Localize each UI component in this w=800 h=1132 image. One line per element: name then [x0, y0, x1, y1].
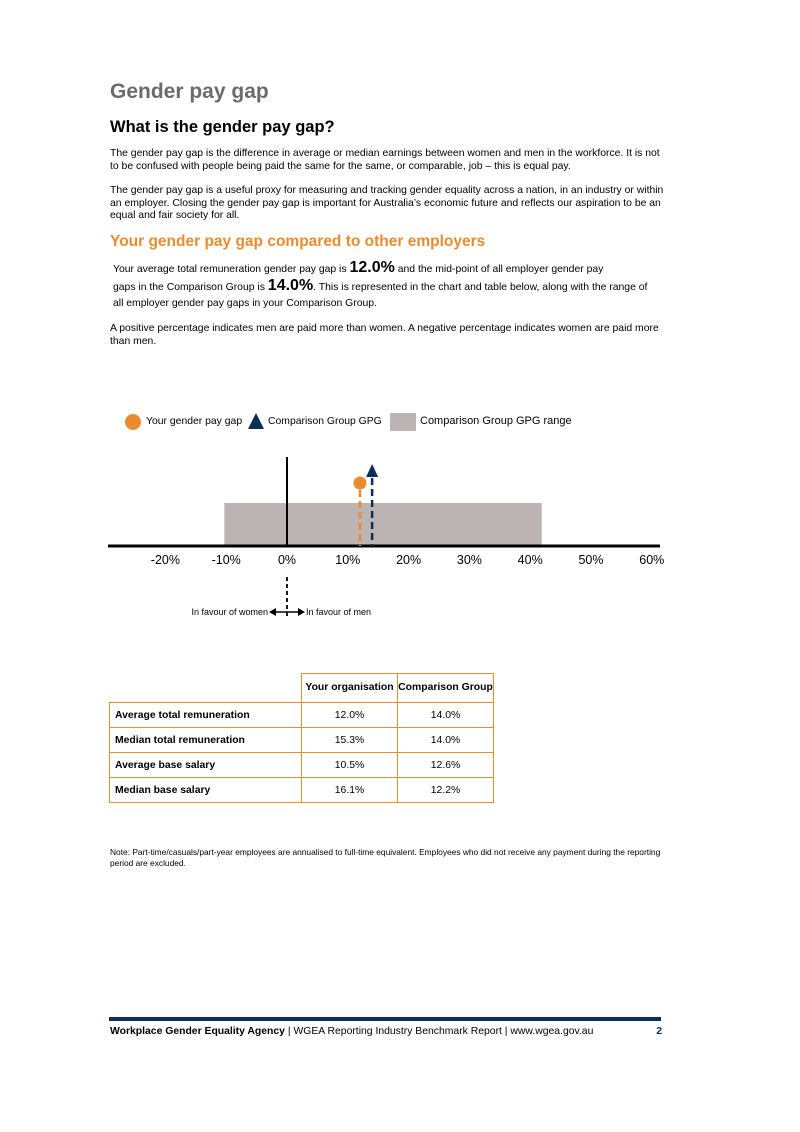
summary-paragraph: [113, 260, 653, 312]
your-gap-value: 12.0%: [349, 259, 395, 276]
intro-paragraph-2: The gender pay gap is a useful proxy for measuring and tracking gender equality across a nation, in an industry or within an employer. Closing the gender pay gap is important for Australia’s economic future and reflects our aspiration to be an equal and fair society for all.: [110, 185, 664, 221]
x-tick-label: 20%: [396, 553, 422, 567]
table-row: [110, 753, 494, 778]
your-value: 10.5%: [302, 753, 398, 778]
your-value: 16.1%: [302, 778, 398, 803]
x-tick-label: 10%: [335, 553, 361, 567]
navy-triangle-icon: [247, 412, 265, 430]
x-tick-labels: [151, 553, 665, 567]
your-value: 12.0%: [302, 703, 398, 728]
table-row: [110, 778, 494, 803]
your-value: 15.3%: [302, 728, 398, 753]
section-heading: What is the gender pay gap?: [110, 118, 335, 136]
legend-group-gpg: Comparison Group GPG: [268, 416, 382, 427]
sign-note: A positive percentage indicates men are paid more than women. A negative percentage indicates women are paid more than men.: [110, 323, 659, 347]
row-label: Average total remuneration: [110, 703, 302, 728]
pay-gap-table: [109, 673, 494, 803]
in-favour-of-women-label: In favour of women: [191, 607, 268, 617]
your-gpg-marker: [353, 477, 366, 490]
table-row: [110, 703, 494, 728]
footer-divider: [109, 1017, 661, 1021]
header-comparison-group: Comparison Group: [398, 674, 494, 703]
x-tick-label: 60%: [639, 553, 665, 567]
comparison-heading: Your gender pay gap compared to other employers: [110, 233, 486, 250]
group-gpg-marker: [366, 464, 378, 477]
grey-range-swatch-icon: [390, 413, 416, 431]
page-number: 2: [656, 1026, 662, 1037]
group-value: 14.0%: [398, 703, 494, 728]
footer-report-info: | WGEA Reporting Industry Benchmark Report | www.wgea.gov.au: [284, 1026, 594, 1037]
x-tick-label: -10%: [211, 553, 241, 567]
group-value: 12.2%: [398, 778, 494, 803]
legend-your-gpg: Your gender pay gap: [146, 416, 243, 427]
in-favour-of-men-label: In favour of men: [306, 607, 372, 617]
x-tick-label: 30%: [456, 553, 482, 567]
table-header-row: [110, 674, 494, 703]
group-value: 12.6%: [398, 753, 494, 778]
x-tick-label: 40%: [517, 553, 543, 567]
orange-circle-icon: [124, 413, 142, 431]
page-title: Gender pay gap: [110, 80, 269, 103]
intro-paragraph-1: The gender pay gap is the difference in average or median earnings between women and men in the workforce. It is not to be confused with people being paid the same for the same, or comparable, job – this is equal pay.: [110, 148, 660, 172]
summary-text-4: . This is represented in the chart and table below, along with the range of all employer gender pay gaps in your Comparison Group.: [113, 282, 648, 309]
row-label: Average base salary: [110, 753, 302, 778]
page-footer: [110, 1026, 662, 1037]
summary-text-2: and the mid-point of all employer gender pay: [394, 264, 604, 275]
legend-group-range: Comparison Group GPG range: [420, 415, 572, 427]
footer-org: Workplace Gender Equality Agency: [110, 1026, 285, 1037]
row-label: Median base salary: [110, 778, 302, 803]
table-header-blank: [110, 674, 302, 703]
table-row: [110, 728, 494, 753]
x-tick-label: 50%: [578, 553, 604, 567]
group-gap-value: 14.0%: [267, 277, 314, 294]
gpg-chart: [0, 440, 800, 625]
group-value: 14.0%: [398, 728, 494, 753]
header-your-organisation: Your organisation: [302, 674, 398, 703]
group-range-bar: [224, 503, 541, 546]
row-label: Median total remuneration: [110, 728, 302, 753]
arrow-left-icon: [269, 608, 276, 616]
summary-text-1: Your average total remuneration gender pay gap is: [113, 264, 350, 275]
summary-text-3: gaps in the Comparison Group is: [113, 282, 268, 293]
x-tick-label: -20%: [150, 553, 180, 567]
x-tick-label: 0%: [277, 553, 297, 567]
arrow-right-icon: [298, 608, 305, 616]
footnote: Note: Part-time/casuals/part-year employees are annualised to full-time equivalent. Employees who did not receive any payment during the reporting period are excluded.: [110, 847, 661, 868]
